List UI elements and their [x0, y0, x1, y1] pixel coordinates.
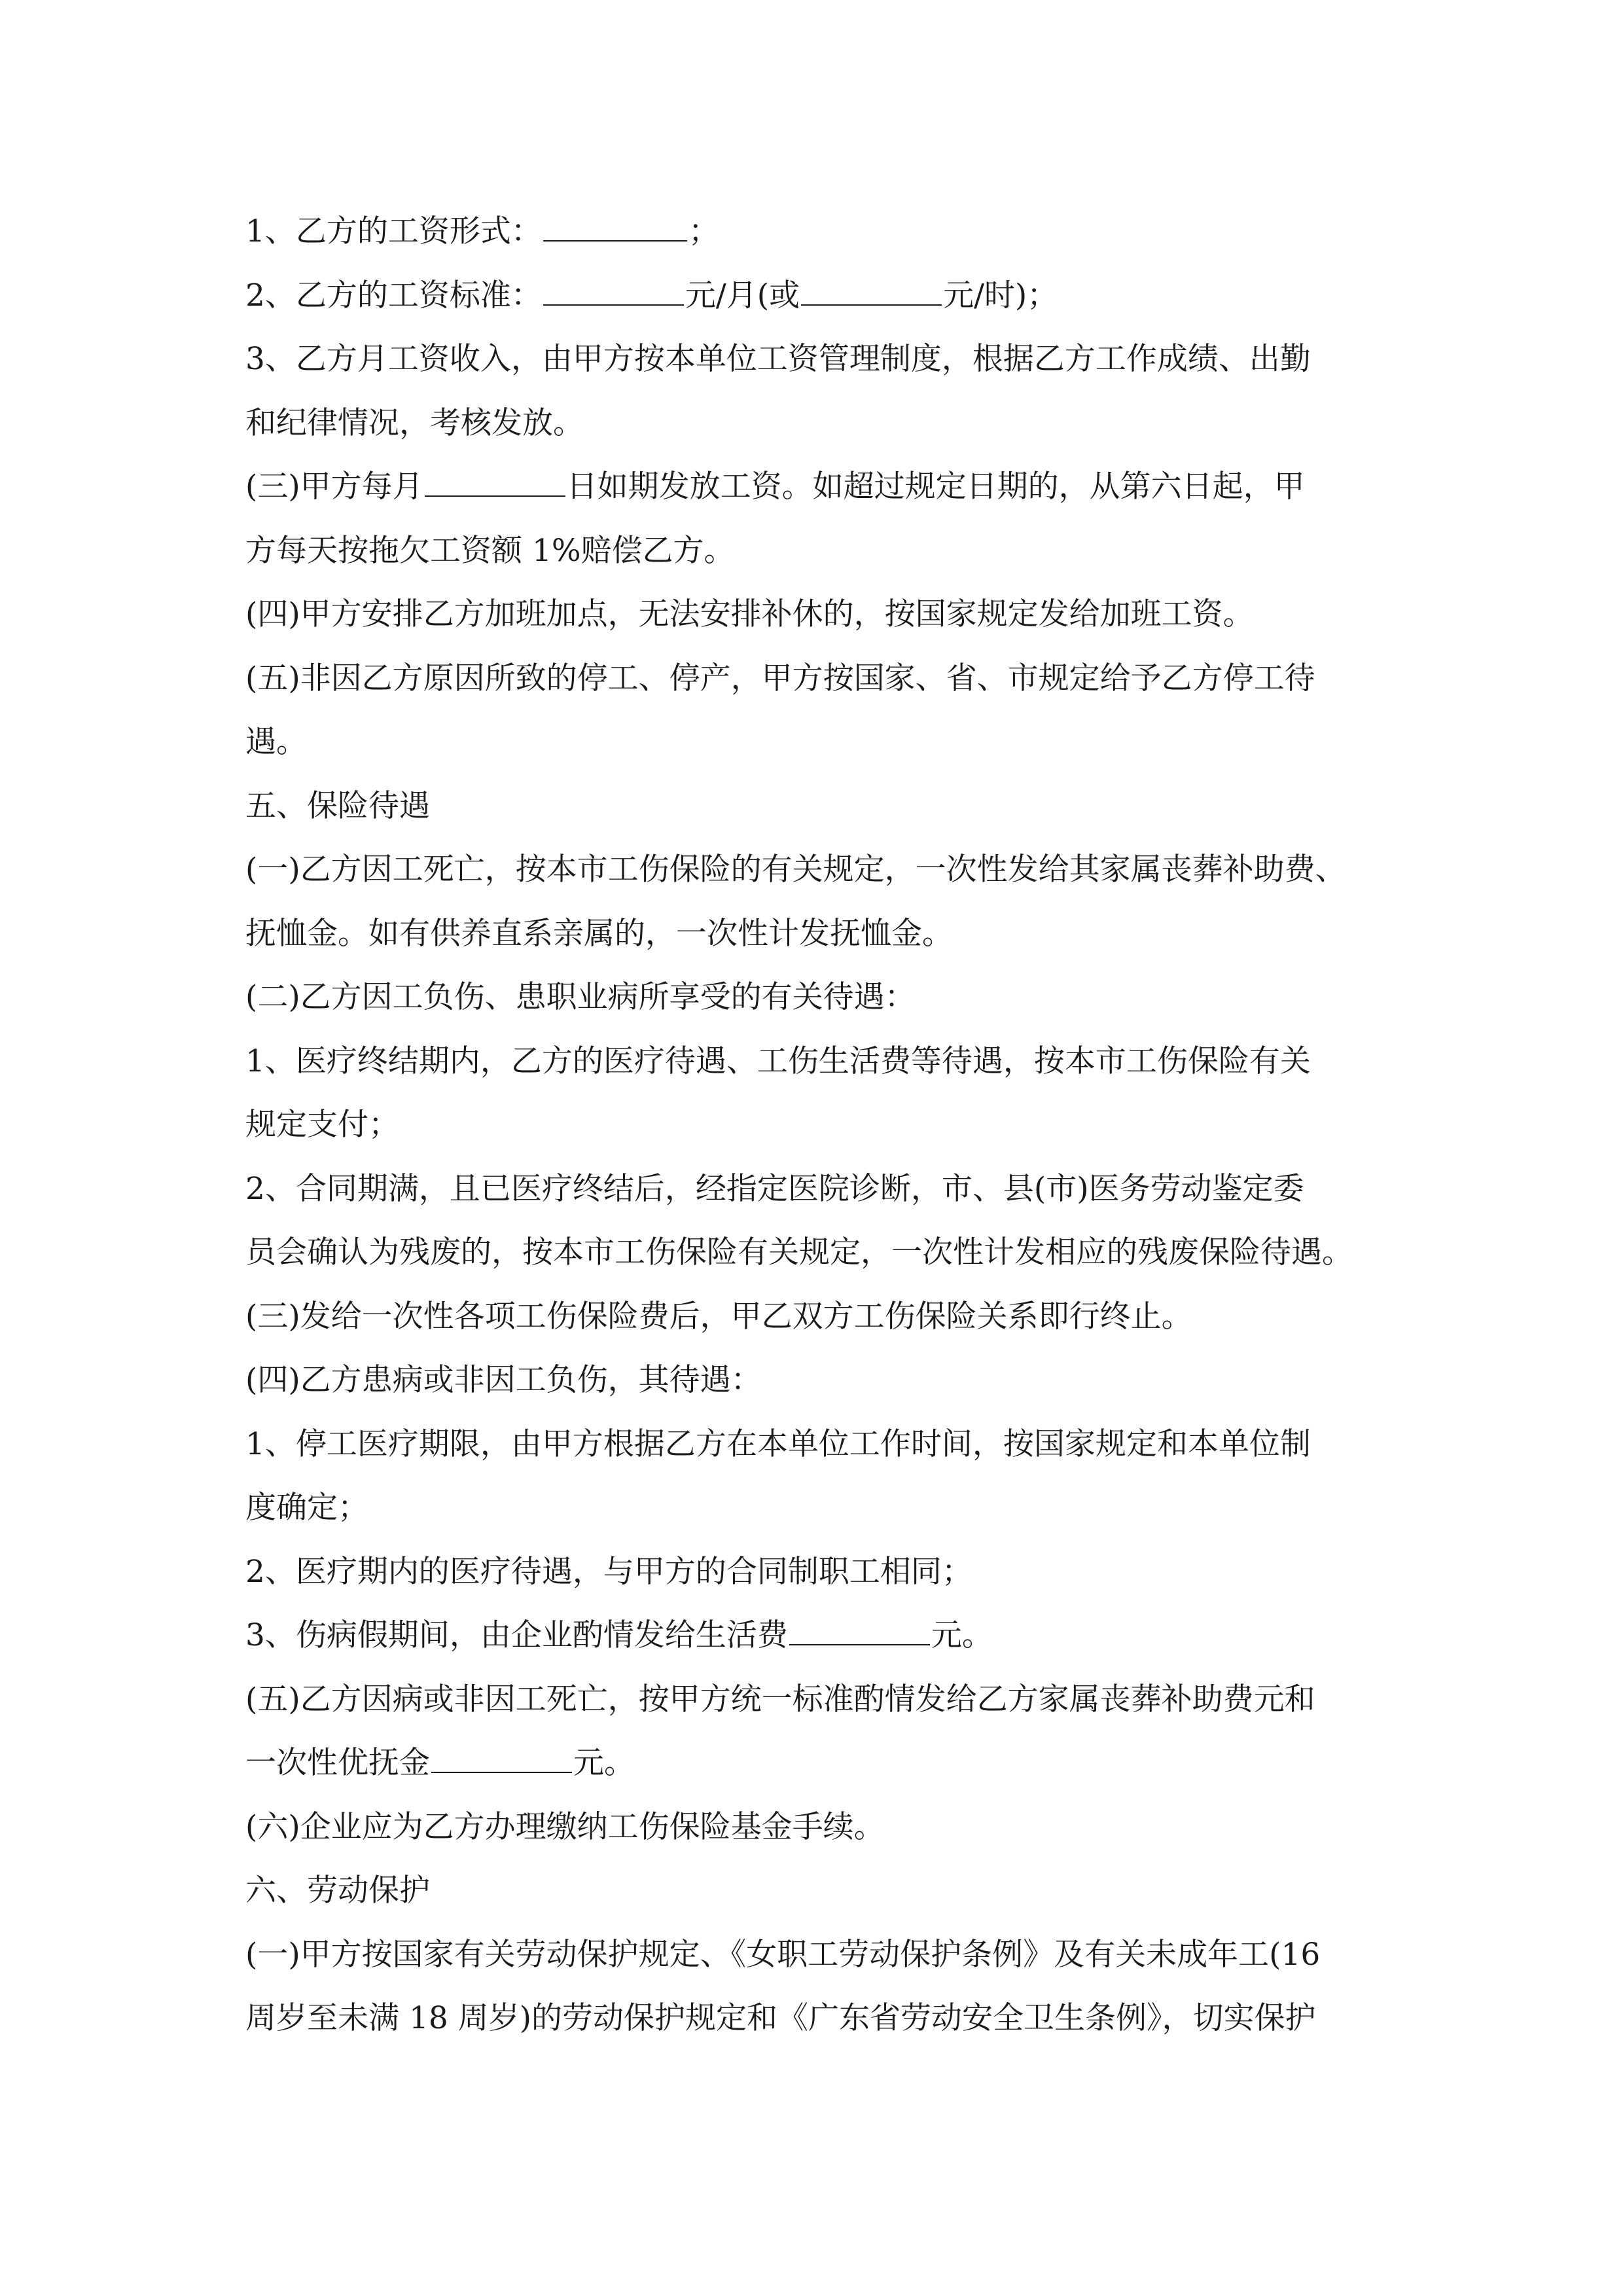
text-segment: (五)乙方因病或非因工死亡，按甲方统一标准酌情发给乙方家属丧葬补助费元和: [245, 1681, 1315, 1717]
fill-in-blank: [543, 274, 684, 306]
text-line: [245, 391, 1378, 456]
text-line: [245, 965, 1378, 1030]
text-segment: 一次性优抚金: [245, 1745, 430, 1781]
text-line: [245, 1795, 1378, 1859]
text-segment: (四)乙方患病或非因工负伤，其待遇：: [245, 1362, 762, 1398]
text-segment: ；: [688, 213, 719, 249]
text-line: [245, 327, 1378, 391]
fill-in-blank: [789, 1614, 930, 1645]
text-line: [245, 1986, 1378, 2051]
text-segment: 五、保险待遇: [245, 787, 430, 824]
text-segment: 度确定；: [245, 1490, 368, 1526]
text-segment: (二)乙方因工负伤、患职业病所享受的有关待遇：: [245, 979, 916, 1015]
text-line: [245, 710, 1378, 774]
text-segment: (五)非因乙方原因所致的停工、停产，甲方按国家、省、市规定给予乙方停工待: [245, 660, 1315, 696]
text-line: [245, 1157, 1378, 1221]
text-line: [245, 200, 1378, 264]
section-heading: [245, 1859, 1378, 1923]
text-segment: (四)甲方安排乙方加班加点，无法安排补休的，按国家规定发给加班工资。: [245, 596, 1254, 632]
text-segment: 六、劳动保护: [245, 1873, 430, 1909]
text-segment: 元。: [573, 1745, 635, 1781]
text-segment: 2、合同期满，且已医疗终结后，经指定医院诊断，市、县(市)医务劳动鉴定委: [245, 1170, 1304, 1207]
text-line: [245, 1030, 1378, 1094]
text-segment: 员会确认为残废的，按本市工伤保险有关规定，一次性计发相应的残废保险待遇。: [245, 1234, 1353, 1270]
section-heading: [245, 774, 1378, 838]
text-line: [245, 1604, 1378, 1668]
text-segment: 抚恤金。如有供养直系亲属的，一次性计发抚恤金。: [245, 915, 953, 952]
fill-in-blank: [425, 465, 565, 497]
text-line: [245, 1923, 1378, 1987]
text-segment: 元/时)；: [943, 277, 1058, 314]
text-segment: 元/月(或: [685, 277, 800, 314]
text-line: [245, 1731, 1378, 1795]
text-segment: (六)企业应为乙方办理缴纳工伤保险基金手续。: [245, 1808, 885, 1845]
text-line: [245, 647, 1378, 711]
text-segment: 方每天按拖欠工资额 1%赔偿乙方。: [245, 532, 735, 569]
text-segment: (一)乙方因工死亡，按本市工伤保险的有关规定，一次性发给其家属丧葬补助费、: [245, 852, 1346, 888]
text-segment: 3、乙方月工资收入，由甲方按本单位工资管理制度，根据乙方工作成绩、出勤: [245, 341, 1311, 377]
text-line: [245, 455, 1378, 519]
text-line: [245, 583, 1378, 647]
text-segment: 2、乙方的工资标准：: [245, 277, 542, 314]
text-segment: 1、乙方的工资形式：: [245, 213, 542, 249]
text-line: [245, 1540, 1378, 1604]
text-line: [245, 1476, 1378, 1540]
text-segment: (三)发给一次性各项工伤保险费后，甲乙双方工伤保险关系即行终止。: [245, 1298, 1192, 1335]
fill-in-blank: [431, 1742, 572, 1773]
text-segment: 日如期发放工资。如超过规定日期的，从第六日起，甲: [566, 469, 1305, 505]
text-line: [245, 1348, 1378, 1412]
text-segment: 1、医疗终结期内，乙方的医疗待遇、工伤生活费等待遇，按本市工伤保险有关: [245, 1043, 1311, 1079]
text-segment: 元。: [931, 1617, 993, 1653]
text-line: [245, 1093, 1378, 1157]
text-line: [245, 1285, 1378, 1349]
text-segment: 遇。: [245, 724, 307, 760]
text-line: [245, 902, 1378, 966]
document-body: [245, 200, 1378, 2051]
text-segment: 周岁至未满 18 周岁)的劳动保护规定和《广东省劳动安全卫生条例》，切实保护: [245, 2000, 1316, 2036]
text-segment: 规定支付；: [245, 1107, 399, 1143]
text-line: [245, 838, 1378, 902]
text-segment: (一)甲方按国家有关劳动保护规定、《女职工劳动保护条例》及有关未成年工(16: [245, 1936, 1321, 1973]
text-segment: 和纪律情况，考核发放。: [245, 404, 584, 441]
text-line: [245, 1412, 1378, 1477]
text-segment: 1、停工医疗期限，由甲方根据乙方在本单位工作时间，按国家规定和本单位制: [245, 1426, 1311, 1462]
text-line: [245, 1668, 1378, 1732]
text-line: [245, 264, 1378, 328]
fill-in-blank: [801, 274, 942, 306]
text-segment: 3、伤病假期间，由企业酌情发给生活费: [245, 1617, 788, 1653]
text-segment: (三)甲方每月: [245, 469, 423, 505]
text-line: [245, 519, 1378, 583]
text-segment: 2、医疗期内的医疗待遇，与甲方的合同制职工相同；: [245, 1553, 972, 1590]
fill-in-blank: [543, 210, 687, 242]
text-line: [245, 1221, 1378, 1285]
